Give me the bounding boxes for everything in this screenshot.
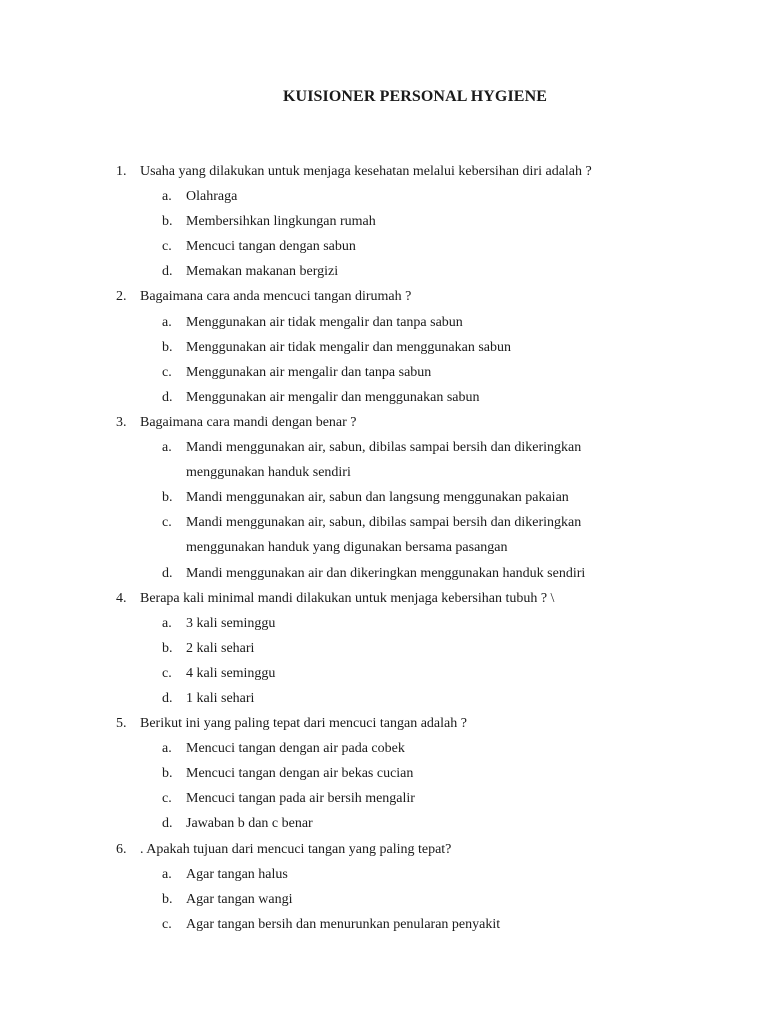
- answer-option-text: Mencuci tangan dengan air bekas cucian: [186, 766, 414, 782]
- question-number: 2.: [116, 289, 127, 305]
- answer-option-text: Agar tangan bersih dan menurunkan penularan penyakit: [186, 916, 501, 932]
- answer-option-letter: a.: [162, 866, 172, 882]
- answer-option-text: Mencuci tangan pada air bersih mengalir: [186, 791, 415, 807]
- answer-option: [0, 761, 768, 786]
- answer-option-list: [0, 862, 768, 937]
- question-item: [0, 284, 768, 409]
- answer-option-list: [0, 611, 768, 711]
- answer-option-list: [0, 310, 768, 410]
- answer-option-letter: d.: [162, 690, 173, 706]
- question-item: [0, 711, 768, 836]
- question-item: [0, 410, 768, 586]
- answer-option-letter: b.: [162, 214, 173, 230]
- answer-option-list: [0, 435, 768, 586]
- document-title: KUISIONER PERSONAL HYGIENE: [283, 88, 547, 105]
- question-text: Berikut ini yang paling tepat dari mencuci tangan adalah ?: [140, 716, 467, 732]
- answer-option-letter: c.: [162, 916, 172, 932]
- answer-option: [0, 611, 768, 636]
- answer-option: [0, 811, 768, 836]
- answer-option-text: Mandi menggunakan air dan dikeringkan menggunakan handuk sendiri: [186, 565, 586, 581]
- answer-option-text: 3 kali seminggu: [186, 615, 276, 631]
- question-item: [0, 837, 768, 937]
- answer-option-text: Menggunakan air tidak mengalir dan menggunakan sabun: [186, 339, 512, 355]
- answer-option-letter: a.: [162, 615, 172, 631]
- answer-option-text: Mencuci tangan dengan air pada cobek: [186, 741, 405, 757]
- answer-option-text: Membersihkan lingkungan rumah: [186, 214, 376, 230]
- answer-option-letter: d.: [162, 565, 173, 581]
- answer-option-text: 1 kali sehari: [186, 690, 255, 706]
- answer-option-text: Menggunakan air mengalir dan menggunakan sabun: [186, 389, 480, 405]
- answer-option-letter: b.: [162, 891, 173, 907]
- question-text: Bagaimana cara mandi dengan benar ?: [140, 414, 357, 430]
- answer-option-text: Agar tangan wangi: [186, 891, 293, 907]
- answer-option-text: 4 kali seminggu: [186, 665, 276, 681]
- answer-option-letter: d.: [162, 264, 173, 280]
- answer-option: [0, 385, 768, 410]
- question-text: Usaha yang dilakukan untuk menjaga kesehatan melalui kebersihan diri adalah ?: [140, 164, 592, 179]
- answer-option-letter: a.: [162, 314, 172, 330]
- question-text: . Apakah tujuan dari mencuci tangan yang paling tepat?: [140, 841, 452, 857]
- question-row: [0, 711, 768, 736]
- answer-option: [0, 862, 768, 887]
- answer-option-text: Memakan makanan bergizi: [186, 264, 339, 280]
- answer-option-list: [0, 184, 768, 284]
- answer-option: [0, 636, 768, 661]
- answer-option-list: [0, 736, 768, 836]
- question-row: [0, 159, 768, 184]
- answer-option-letter: c.: [162, 791, 172, 807]
- answer-option: [0, 736, 768, 761]
- answer-option-letter: b.: [162, 766, 173, 782]
- question-item: [0, 159, 768, 284]
- answer-option-letter: b.: [162, 339, 173, 355]
- answer-option-text: Mencuci tangan dengan sabun: [186, 239, 356, 255]
- answer-option-letter: c.: [162, 515, 172, 531]
- answer-option: [0, 259, 768, 284]
- answer-option: [0, 912, 768, 937]
- answer-option-letter: a.: [162, 741, 172, 757]
- question-text: Berapa kali minimal mandi dilakukan untuk menjaga kebersihan tubuh ? \: [140, 590, 555, 606]
- answer-option-text: Agar tangan halus: [186, 866, 288, 882]
- answer-option-text: Olahraga: [186, 189, 238, 205]
- answer-option-text: 2 kali sehari: [186, 640, 255, 656]
- answer-option-letter: b.: [162, 490, 173, 506]
- answer-option-letter: b.: [162, 640, 173, 656]
- answer-option-text: Menggunakan air tidak mengalir dan tanpa sabun: [186, 314, 463, 330]
- answer-option-text: Menggunakan air mengalir dan tanpa sabun: [186, 364, 432, 380]
- answer-option: [0, 209, 768, 234]
- answer-option-letter: a.: [162, 189, 172, 205]
- question-list: [0, 159, 768, 937]
- question-number: 1.: [116, 164, 127, 179]
- question-row: [0, 284, 768, 309]
- answer-option-letter: d.: [162, 816, 173, 832]
- answer-option: [0, 360, 768, 385]
- question-number: 4.: [116, 590, 127, 606]
- answer-option-letter: c.: [162, 665, 172, 681]
- question-row: [0, 837, 768, 862]
- answer-option-letter: c.: [162, 239, 172, 255]
- answer-option-letter: a.: [162, 440, 172, 456]
- answer-option-text: Jawaban b dan c benar: [186, 816, 313, 832]
- answer-option: [0, 485, 768, 510]
- answer-option: [0, 310, 768, 335]
- answer-option: [0, 335, 768, 360]
- answer-option-letter: d.: [162, 389, 173, 405]
- question-number: 3.: [116, 414, 127, 430]
- question-number: 6.: [116, 841, 127, 857]
- question-row: [0, 586, 768, 611]
- answer-option: [0, 561, 768, 586]
- answer-option: [0, 435, 768, 485]
- answer-option: [0, 661, 768, 686]
- question-item: [0, 586, 768, 711]
- answer-option: [0, 686, 768, 711]
- answer-option-text: Mandi menggunakan air, sabun, dibilas sampai bersih dan dikeringkan menggunakan handuk yang digunakan bersama pasangan: [186, 515, 582, 556]
- answer-option: [0, 887, 768, 912]
- question-number: 5.: [116, 716, 127, 732]
- answer-option-text: Mandi menggunakan air, sabun, dibilas sampai bersih dan dikeringkan menggunakan handuk sendiri: [186, 440, 582, 481]
- answer-option-text: Mandi menggunakan air, sabun dan langsung menggunakan pakaian: [186, 490, 569, 506]
- answer-option: [0, 234, 768, 259]
- question-text: Bagaimana cara anda mencuci tangan dirumah ?: [140, 289, 412, 305]
- answer-option: [0, 184, 768, 209]
- answer-option: [0, 510, 768, 560]
- question-row: [0, 410, 768, 435]
- answer-option: [0, 786, 768, 811]
- answer-option-letter: c.: [162, 364, 172, 380]
